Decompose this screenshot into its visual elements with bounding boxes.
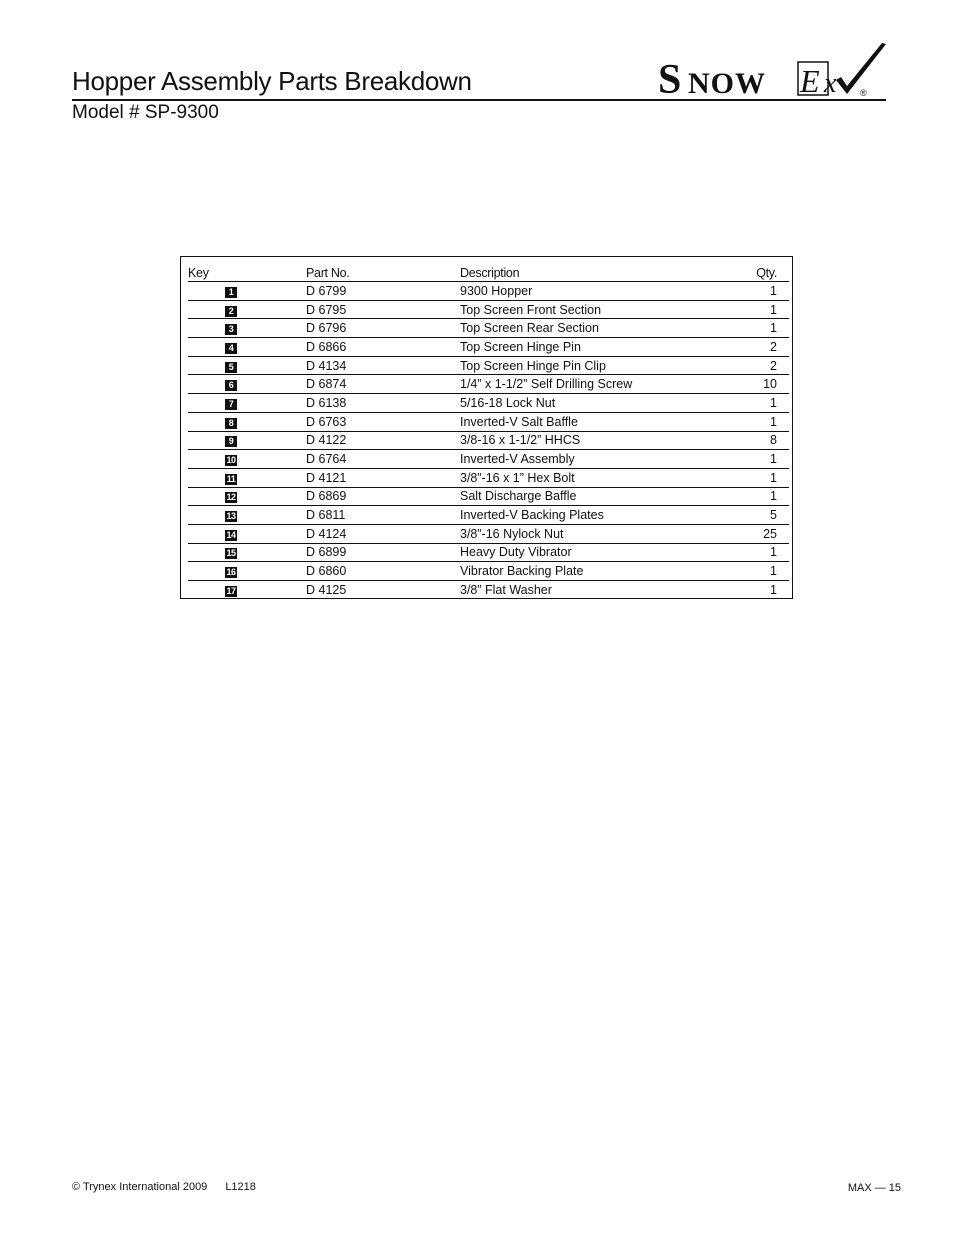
row-part-number: D 4124 xyxy=(274,524,426,543)
table-row xyxy=(188,375,789,394)
row-key-cell xyxy=(188,394,274,413)
row-quantity: 1 xyxy=(727,487,789,506)
row-key-cell xyxy=(188,319,274,338)
snowex-logo-graphic xyxy=(656,40,888,98)
svg-text:NOW: NOW xyxy=(688,67,766,98)
row-quantity: 1 xyxy=(727,543,789,562)
row-description: 3/8”-16 x 1” Hex Bolt xyxy=(426,468,727,487)
row-part-number: D 6763 xyxy=(274,412,426,431)
svg-text:S: S xyxy=(658,57,682,98)
row-quantity: 10 xyxy=(727,375,789,394)
column-header-qty: Qty. xyxy=(727,264,789,282)
row-part-number: D 6796 xyxy=(274,319,426,338)
row-description: 5/16-18 Lock Nut xyxy=(426,394,727,413)
row-part-number: D 6764 xyxy=(274,450,426,469)
key-number-badge: 10 xyxy=(226,455,236,466)
copyright-text: © Trynex International 2009 xyxy=(72,1181,208,1193)
table-row xyxy=(188,487,789,506)
row-description: Inverted-V Salt Baffle xyxy=(426,412,727,431)
table-row xyxy=(188,319,789,338)
column-header-part-no: Part No. xyxy=(274,264,426,282)
row-description: Inverted-V Backing Plates xyxy=(426,506,727,525)
row-quantity: 2 xyxy=(727,356,789,375)
row-description: Top Screen Hinge Pin xyxy=(426,338,727,357)
row-part-number: D 6811 xyxy=(274,506,426,525)
row-key-cell xyxy=(188,431,274,450)
row-part-number: D 6874 xyxy=(274,375,426,394)
row-description: 3/8”-16 Nylock Nut xyxy=(426,524,727,543)
document-code: L1218 xyxy=(225,1181,256,1193)
table-row xyxy=(188,468,789,487)
footer-left xyxy=(72,1181,256,1193)
row-quantity: 25 xyxy=(727,524,789,543)
table-row xyxy=(188,338,789,357)
table-row xyxy=(188,581,789,599)
key-number-badge: 5 xyxy=(225,362,237,373)
key-number-badge: 16 xyxy=(226,567,236,578)
row-description: Heavy Duty Vibrator xyxy=(426,543,727,562)
key-number-badge: 13 xyxy=(226,511,236,522)
key-number-badge: 12 xyxy=(226,492,236,503)
row-key-cell xyxy=(188,506,274,525)
key-number-badge: 4 xyxy=(225,343,237,354)
row-description: Salt Discharge Baffle xyxy=(426,487,727,506)
row-description: 3/8” Flat Washer xyxy=(460,582,552,597)
row-part-number: D 6799 xyxy=(274,282,426,301)
table-row xyxy=(188,506,789,525)
row-key-cell xyxy=(188,375,274,394)
row-quantity: 1 xyxy=(727,562,789,581)
table-row xyxy=(188,431,789,450)
row-part-number: D 6866 xyxy=(274,338,426,357)
row-key-cell xyxy=(188,487,274,506)
row-quantity: 1 xyxy=(727,412,789,431)
row-quantity: 1 xyxy=(727,450,789,469)
row-part-number: D 6899 xyxy=(274,543,426,562)
row-description: 3/8-16 x 1-1/2” HHCS xyxy=(426,431,727,450)
row-key-cell xyxy=(188,282,274,301)
row-part-number: D 6138 xyxy=(274,394,426,413)
row-description: 9300 Hopper xyxy=(426,282,727,301)
table-row xyxy=(188,394,789,413)
svg-text:x: x xyxy=(824,68,837,98)
column-header-key: Key xyxy=(188,264,274,282)
model-subtitle: Model # SP-9300 xyxy=(72,102,219,123)
table-header-row xyxy=(188,264,789,282)
title-underline xyxy=(72,99,886,101)
key-number-badge: 2 xyxy=(225,306,237,317)
row-key-cell xyxy=(188,543,274,562)
svg-text:E: E xyxy=(800,63,820,98)
row-description: Top Screen Hinge Pin Clip xyxy=(426,356,727,375)
parts-table-body xyxy=(188,282,789,599)
row-quantity: 1 xyxy=(727,300,789,319)
row-quantity: 1 xyxy=(727,394,789,413)
row-description: 1/4” x 1-1/2” Self Drilling Screw xyxy=(426,375,727,394)
row-quantity: 1 xyxy=(727,319,789,338)
row-part-number: D 4134 xyxy=(274,356,426,375)
row-part-number: D 4121 xyxy=(274,468,426,487)
row-description: Inverted-V Assembly xyxy=(426,450,727,469)
page-title: Hopper Assembly Parts Breakdown xyxy=(72,66,472,96)
row-description: Top Screen Front Section xyxy=(426,300,727,319)
snowex-logo xyxy=(656,40,888,98)
parts-table xyxy=(188,264,789,599)
page-number: MAX — 15 xyxy=(847,1182,901,1194)
table-row xyxy=(188,300,789,319)
key-number-badge: 1 xyxy=(225,287,237,298)
row-part-number: D 6869 xyxy=(274,487,426,506)
row-description: Top Screen Rear Section xyxy=(426,319,727,338)
table-row xyxy=(188,450,789,469)
row-part-number: D 6860 xyxy=(274,562,426,581)
row-description: Vibrator Backing Plate xyxy=(426,562,727,581)
row-key-cell xyxy=(188,581,274,599)
column-header-description: Description xyxy=(426,264,727,282)
row-key-cell xyxy=(188,468,274,487)
row-key-cell xyxy=(188,412,274,431)
table-row xyxy=(188,356,789,375)
svg-text:®: ® xyxy=(860,88,867,98)
row-quantity: 5 xyxy=(727,506,789,525)
row-quantity: 8 xyxy=(727,431,789,450)
key-number-badge: 6 xyxy=(225,380,237,391)
key-number-badge: 7 xyxy=(225,399,237,410)
parts-table-frame xyxy=(180,256,793,599)
key-number-badge: 8 xyxy=(225,418,237,429)
row-key-cell xyxy=(188,338,274,357)
row-part-number: D 4125 xyxy=(306,582,347,597)
key-number-badge: 15 xyxy=(226,548,236,559)
row-quantity: 1 xyxy=(727,468,789,487)
checkmark-icon xyxy=(836,43,886,94)
key-number-badge: 17 xyxy=(226,585,236,596)
key-number-badge: 3 xyxy=(225,324,237,335)
row-part-number: D 6795 xyxy=(274,300,426,319)
table-row xyxy=(188,543,789,562)
table-row xyxy=(188,524,789,543)
row-key-cell xyxy=(188,356,274,375)
table-row xyxy=(188,282,789,301)
row-quantity: 1 xyxy=(727,282,789,301)
row-key-cell xyxy=(188,300,274,319)
key-number-badge: 11 xyxy=(226,473,236,484)
row-quantity: 2 xyxy=(727,338,789,357)
key-number-badge: 14 xyxy=(226,529,236,540)
row-key-cell xyxy=(188,524,274,543)
row-quantity: 1 xyxy=(770,582,777,597)
row-part-number: D 4122 xyxy=(274,431,426,450)
table-row xyxy=(188,412,789,431)
row-key-cell xyxy=(188,562,274,581)
row-key-cell xyxy=(188,450,274,469)
table-row xyxy=(188,562,789,581)
key-number-badge: 9 xyxy=(225,436,237,447)
